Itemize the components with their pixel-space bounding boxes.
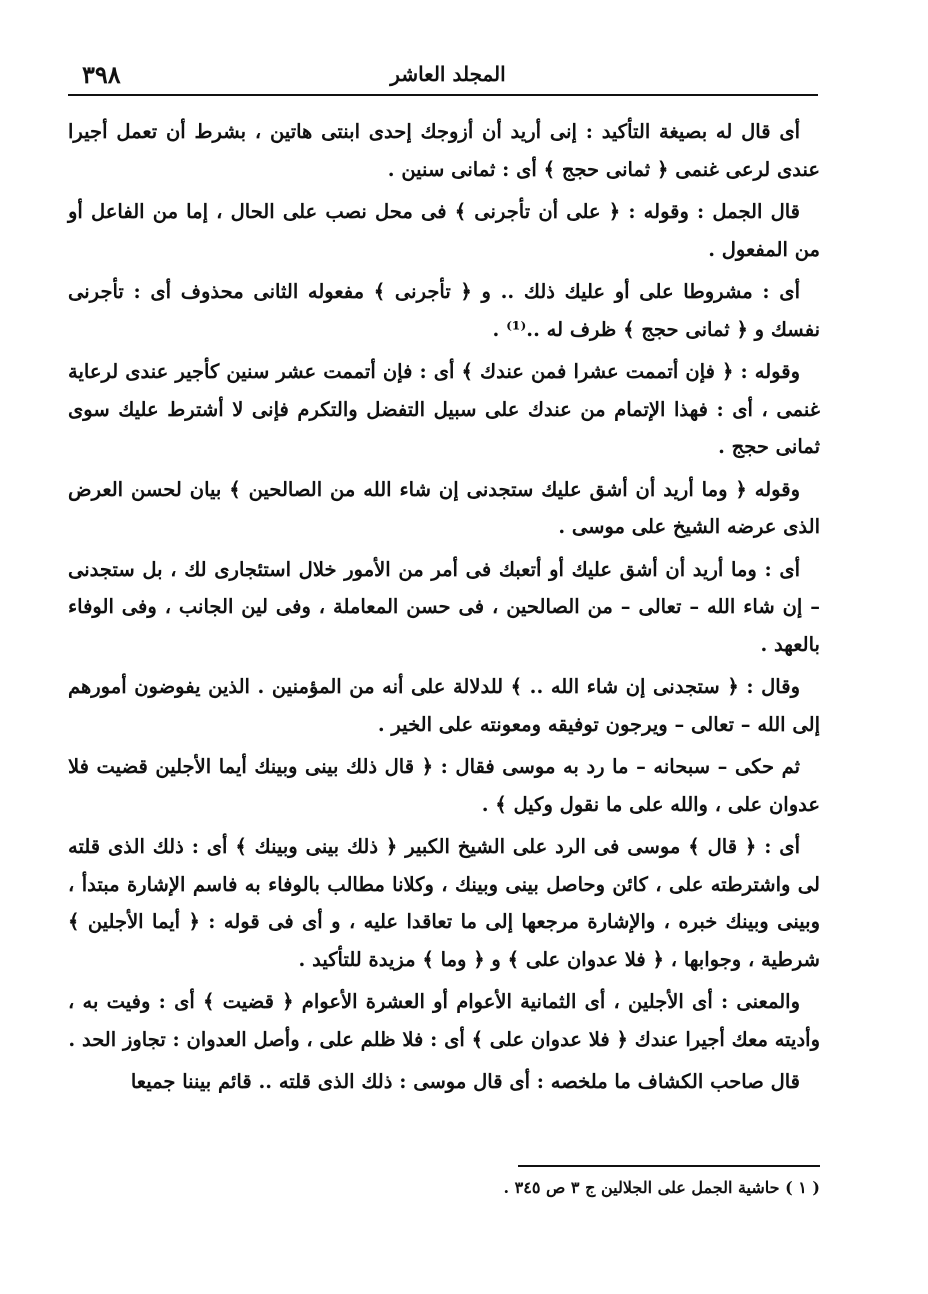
paragraph: أى قال له بصيغة التأكيد : إنى أريد أن أزوجك إحدى ابنتى هاتين ، بشرط أن تعمل أجيرا عندى لرعى غنمى ﴿ ثمانى حجج ﴾ أى : ثمانى سنين . [68, 120, 820, 181]
paragraph: أى : وما أريد أن أشق عليك أو أتعبك فى أمر من الأمور خلال استئجارى لك ، بل ستجدنى – إن شاء الله – تعالى – من الصالحين ، فى حسن المعاملة ، وفى لين الجانب ، وفى الوفاء بالعهد . [68, 557, 820, 656]
paragraph: قال صاحب الكشاف ما ملخصه : أى قال موسى : ذلك الذى قلته .. قائم بيننا جميعا [130, 1070, 800, 1093]
page-number: ٣٩٨ [82, 60, 121, 89]
paragraph: أى : ﴿ قال ﴾ موسى فى الرد على الشيخ الكبير ﴿ ذلك بينى وبينك ﴾ أى : ذلك الذى قلته لى واشترطته على ، كائن وحاصل بينى وبينك ، وكلانا مطالب بالوفاء به فاسم الإشارة مبتدأ ، وبينى وبينك خبره ، والإشارة مرجعها إلى ما تعاقدا عليه ، و أى فى قوله : ﴿ أيما الأجلين ﴾ شرطية ، وجوابها ، ﴿ فلا عدوان على ﴾ و ﴿ وما ﴾ مزيدة للتأكيد . [68, 835, 820, 971]
paragraph: أى : مشروطا على أو عليك ذلك .. و ﴿ تأجرنى ﴾ مفعوله الثانى محذوف أى : تأجرنى نفسك و ﴿ ثمانى حجج ﴾ ظرف له ..⁽¹⁾ . [68, 280, 820, 341]
paragraph: قال الجمل : وقوله : ﴿ على أن تأجرنى ﴾ فى محل نصب على الحال ، إما من الفاعل أو من المفعول . [68, 200, 820, 261]
main-text [68, 113, 820, 1106]
paragraph: وقوله : ﴿ فإن أتممت عشرا فمن عندك ﴾ أى : فإن أتممت عشر سنين كأجير عندى لرعاية غنمى ، أى : فهذا الإتمام من عندك على سبيل التفضل والتكرم فإنى لا أشترط عليك سوى ثمانى حجج . [68, 360, 820, 458]
footnote: ( ١ ) حاشية الجمل على الجلالين ج ٣ ص ٣٤٥ . [503, 1178, 820, 1197]
volume-title: المجلد العاشر [390, 62, 506, 86]
footnote-separator [518, 1165, 820, 1167]
paragraph: ثم حكى – سبحانه – ما رد به موسى فقال : ﴿ قال ذلك بينى وبينك أيما الأجلين قضيت فلا عدوان على ، والله على ما نقول وكيل ﴾ . [68, 755, 820, 816]
paragraph: وقوله ﴿ وما أريد أن أشق عليك ستجدنى إن شاء الله من الصالحين ﴾ بيان لحسن العرض الذى عرضه الشيخ على موسى . [68, 477, 820, 538]
paragraph: والمعنى : أى الأجلين ، أى الثمانية الأعوام أو العشرة الأعوام ﴿ قضيت ﴾ أى : وفيت به ، وأديته معك أجيرا عندك ﴿ فلا عدوان على ﴾ أى : فلا ظلم على ، وأصل العدوان : تجاوز الحد . [68, 990, 820, 1051]
page-header [68, 58, 818, 96]
paragraph: وقال : ﴿ ستجدنى إن شاء الله .. ﴾ للدلالة على أنه من المؤمنين . الذين يفوضون أمورهم إلى الله – تعالى – ويرجون توفيقه ومعونته على الخير . [68, 675, 820, 736]
